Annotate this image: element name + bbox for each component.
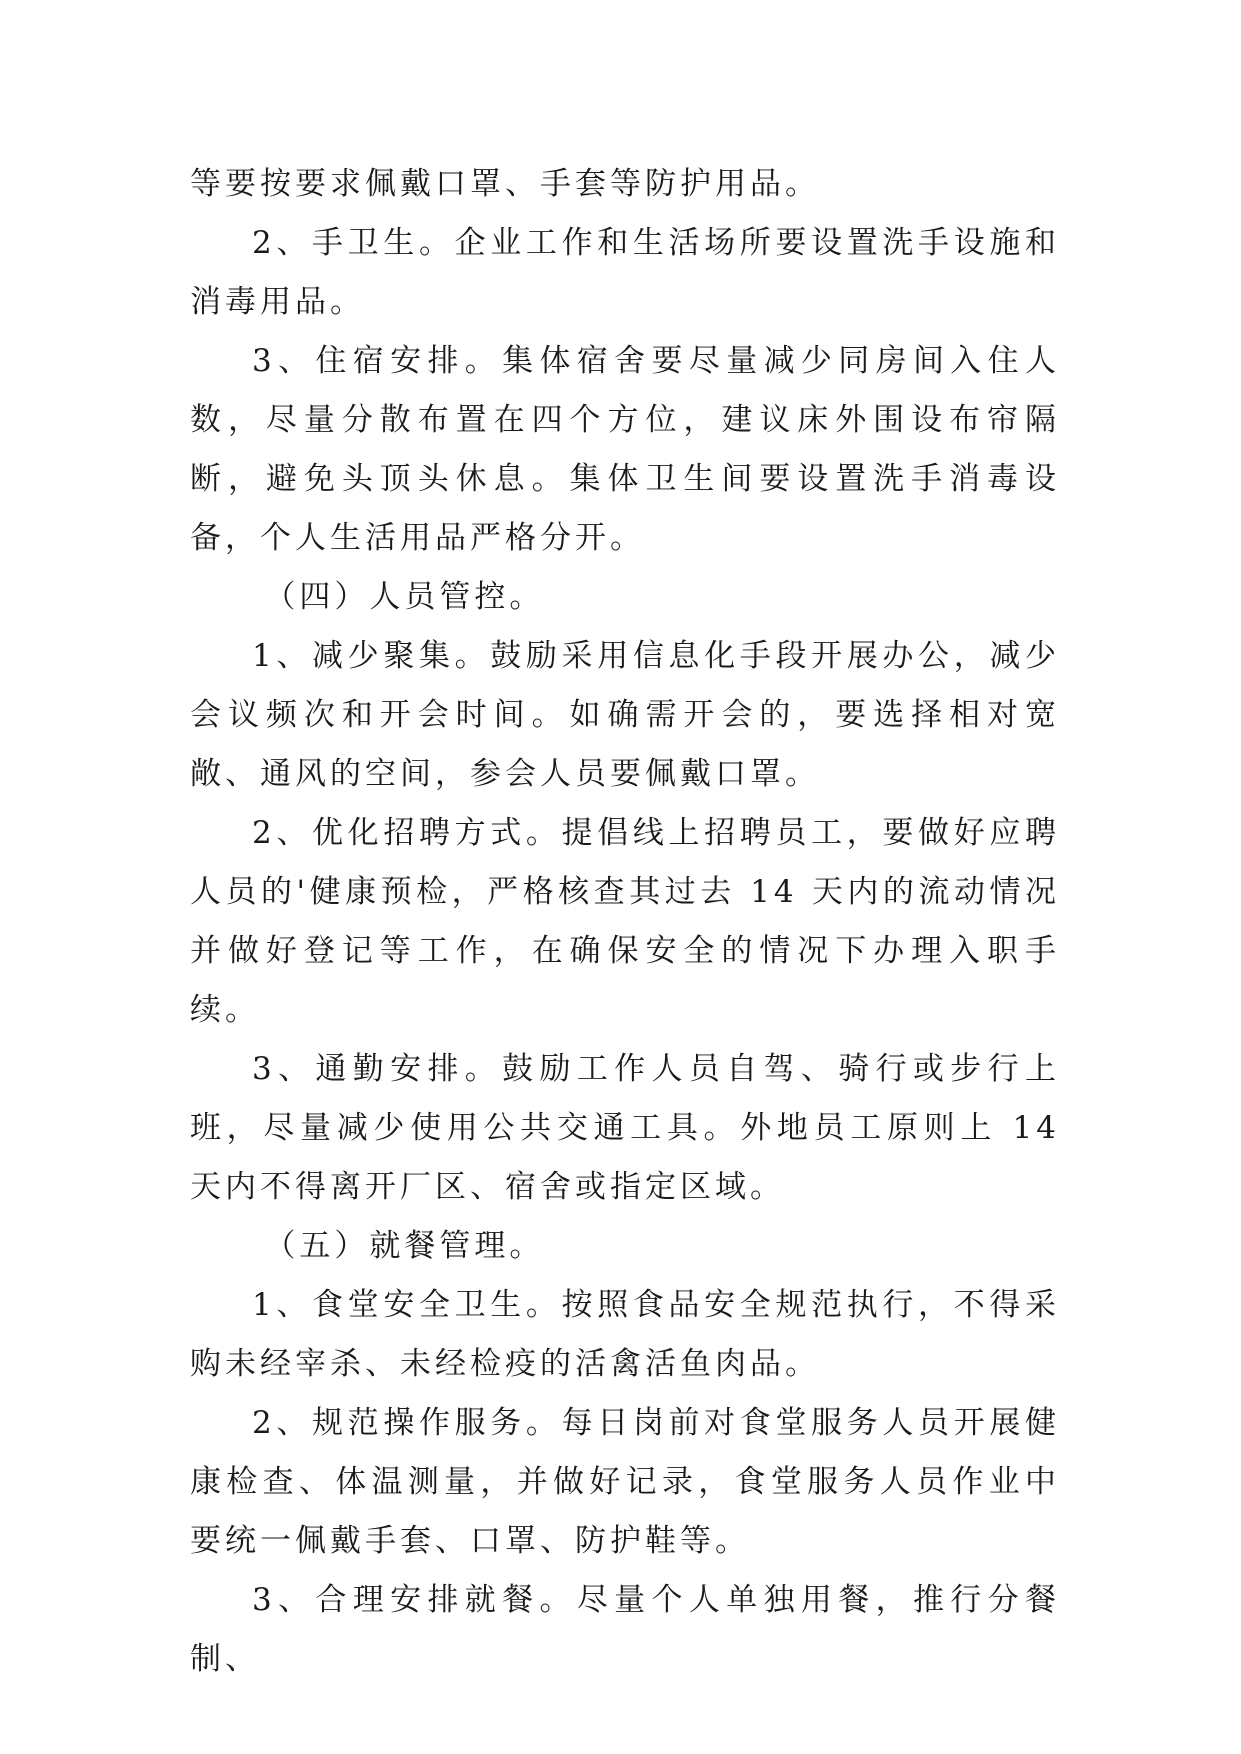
section-heading-dining-management: （五）就餐管理。 — [264, 1228, 545, 1264]
paragraph-dining-arrangement: 3、合理安排就餐。尽量个人单独用餐，推行分餐制、 — [190, 1582, 1060, 1677]
paragraph-protective-gear: 等要按要求佩戴口罩、手套等防护用品。 — [190, 166, 820, 202]
paragraph-hand-hygiene: 2、手卫生。企业工作和生活场所要设置洗手设施和消毒用品。 — [190, 225, 1060, 320]
paragraph-recruitment: 2、优化招聘方式。提倡线上招聘员工，要做好应聘人员的'健康预检，严格核查其过去 14 天内的流动情况并做好登记等工作，在确保安全的情况下办理入职手续。 — [190, 815, 1060, 1028]
paragraph-commute: 3、通勤安排。鼓励工作人员自驾、骑行或步行上班，尽量减少使用公共交通工具。外地员工原则上 14 天内不得离开厂区、宿舍或指定区域。 — [190, 1051, 1060, 1205]
paragraph-reduce-gathering: 1、减少聚集。鼓励采用信息化手段开展办公，减少会议频次和开会时间。如确需开会的，要选择相对宽敞、通风的空间，参会人员要佩戴口罩。 — [190, 638, 1060, 792]
section-heading-personnel-control: （四）人员管控。 — [264, 579, 545, 615]
document-body — [190, 155, 1060, 1689]
paragraph-operation-service: 2、规范操作服务。每日岗前对食堂服务人员开展健康检查、体温测量，并做好记录，食堂服务人员作业中要统一佩戴手套、口罩、防护鞋等。 — [190, 1405, 1060, 1559]
paragraph-canteen-safety: 1、食堂安全卫生。按照食品安全规范执行，不得采购未经宰杀、未经检疫的活禽活鱼肉品。 — [190, 1287, 1060, 1382]
paragraph-accommodation: 3、住宿安排。集体宿舍要尽量减少同房间入住人数，尽量分散布置在四个方位，建议床外围设布帘隔断，避免头顶头休息。集体卫生间要设置洗手消毒设备，个人生活用品严格分开。 — [190, 343, 1060, 556]
